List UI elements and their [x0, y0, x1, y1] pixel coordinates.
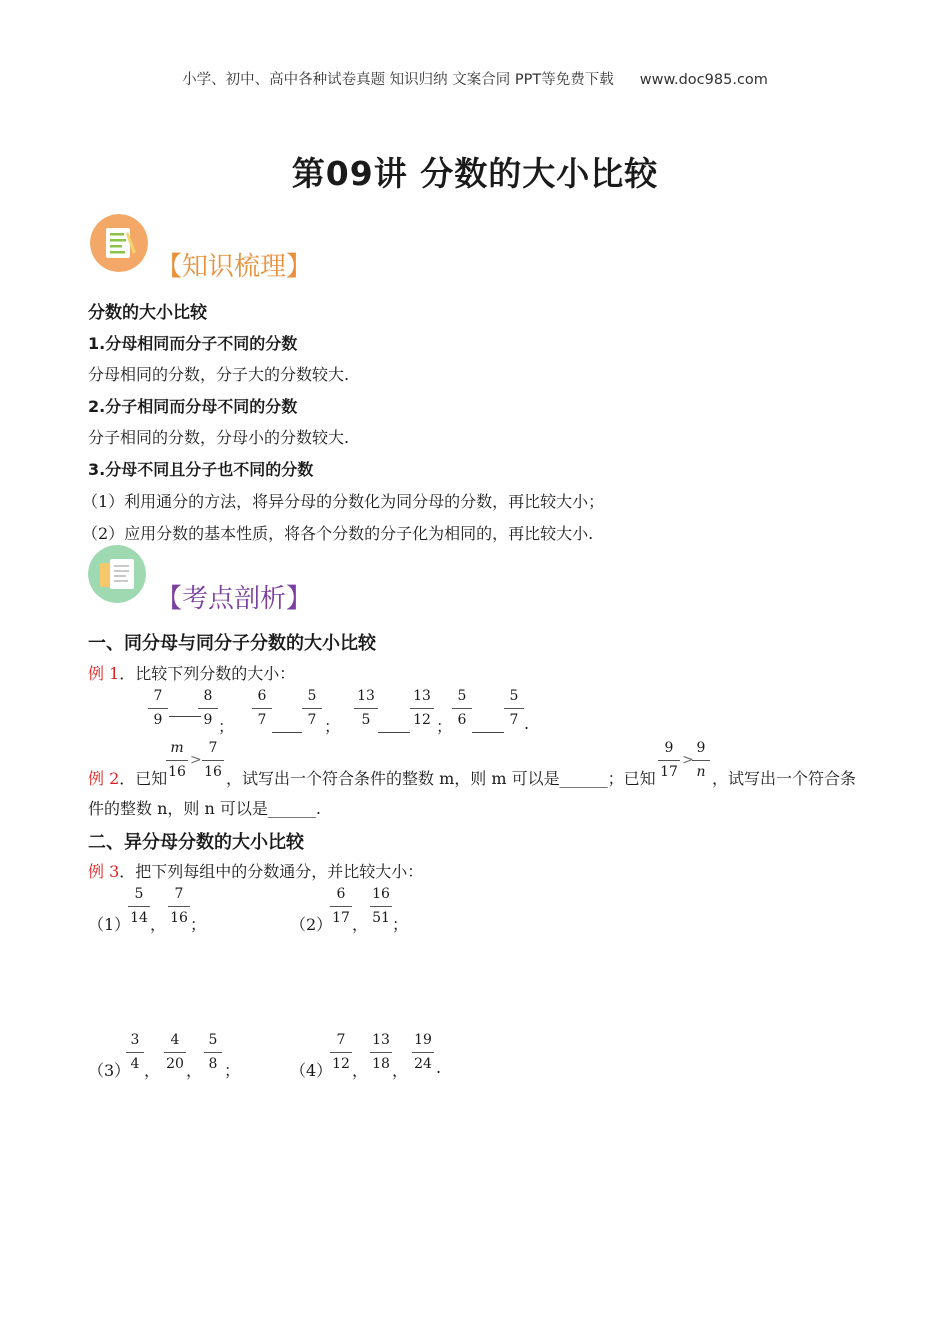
fraction: 6 7	[252, 688, 272, 728]
rule3-title: 3.分母不同且分子也不同的分数	[88, 460, 314, 479]
part2-heading: 二、异分母分数的大小比较	[88, 832, 304, 853]
example1-fractions	[146, 688, 566, 736]
answer-blank[interactable]	[272, 732, 302, 733]
section-analysis-label: 【考点剖析】	[156, 584, 313, 614]
example3-group-4	[290, 1032, 510, 1080]
example2-pre: ．已知	[119, 769, 168, 788]
answer-blank[interactable]	[472, 732, 504, 733]
fraction: 7 16	[202, 740, 224, 780]
fraction: 8 9	[198, 688, 218, 728]
example3-text: ．把下列每组中的分数通分，并比较大小：	[119, 862, 424, 881]
fraction: 19 24	[412, 1032, 434, 1072]
rule3-method-b: （2）应用分数的基本性质，将各个分数的分子化为相同的，再比较大小.	[82, 524, 594, 543]
example2-label: 例 2	[88, 769, 120, 788]
separator: ，	[186, 1061, 203, 1080]
example3-group-2	[290, 886, 490, 934]
fraction: 9 17	[658, 740, 680, 780]
separator: ；	[324, 717, 341, 736]
page-title: 第09讲 分数的大小比较	[291, 154, 659, 193]
fraction: 6 17	[330, 886, 352, 926]
header-site: www.doc985.com	[639, 72, 768, 88]
separator: .	[436, 1058, 442, 1077]
separator: ，	[144, 1061, 161, 1080]
fraction: 9 n	[692, 740, 710, 780]
example2-line	[88, 740, 908, 788]
separator: ；	[218, 717, 235, 736]
fraction: 16 51	[370, 886, 392, 926]
knowledge-heading: 分数的大小比较	[88, 303, 207, 323]
example3-group-3	[88, 1032, 288, 1080]
example1-line	[88, 661, 295, 684]
fraction: 5 8	[204, 1032, 222, 1072]
fraction: 13 18	[370, 1032, 392, 1072]
rule2-text: 分子相同的分数，分母小的分数较大.	[88, 428, 350, 447]
knowledge-icon	[90, 214, 148, 276]
separator: ；	[392, 915, 409, 934]
part1-heading: 一、同分母与同分子分数的大小比较	[88, 633, 376, 654]
rule1-text: 分母相同的分数，分子大的分数较大.	[88, 365, 350, 384]
separator: ，	[352, 915, 369, 934]
separator: ；	[224, 1061, 241, 1080]
example3-label: 例 3	[88, 862, 120, 881]
group-label: （4）	[290, 1061, 333, 1080]
group-label: （2）	[290, 915, 333, 934]
fraction: 5 14	[128, 886, 150, 926]
answer-blank[interactable]	[378, 732, 410, 733]
separator: .	[524, 714, 530, 733]
fraction: 5 7	[504, 688, 524, 728]
example2-line2: 件的整数 n，则 n 可以是______.	[88, 799, 321, 818]
fraction: 3 4	[126, 1032, 144, 1072]
group-label: （1）	[88, 915, 131, 934]
group-label: （3）	[88, 1061, 131, 1080]
fraction: 13 12	[410, 688, 434, 728]
fraction: 13 5	[354, 688, 378, 728]
example3-line	[88, 859, 423, 882]
example1-label: 例 1	[88, 664, 120, 683]
fraction: 7 9	[148, 688, 168, 728]
greater-than: >	[190, 752, 202, 768]
separator: ；	[436, 717, 453, 736]
example2-prefix	[88, 766, 167, 789]
header-text: 小学、初中、高中各种试卷真题 知识归纳 文案合同 PPT等免费下载	[182, 72, 614, 88]
fraction: 4 20	[164, 1032, 186, 1072]
separator: ，	[150, 915, 167, 934]
fraction: 5 6	[452, 688, 472, 728]
section-knowledge-label: 【知识梳理】	[156, 252, 313, 282]
example2-middle: ，试写出一个符合条件的整数 m，则 m 可以是______；已知	[226, 769, 656, 788]
rule2-title: 2.分子相同而分母不同的分数	[88, 397, 298, 416]
page-header	[0, 68, 950, 89]
example2-tail: ，试写出一个符合条	[712, 769, 857, 788]
rule3-method-a: （1）利用通分的方法，将异分母的分数化为同分母的分数，再比较大小；	[82, 492, 605, 511]
fraction: m 16	[166, 740, 188, 780]
separator: ，	[392, 1061, 409, 1080]
analysis-icon	[88, 545, 146, 607]
fraction: 7 16	[168, 886, 190, 926]
separator: ；	[190, 915, 207, 934]
example1-text: ．比较下列分数的大小：	[119, 664, 296, 683]
fraction: 5 7	[302, 688, 322, 728]
rule1-title: 1.分母相同而分子不同的分数	[88, 334, 298, 353]
separator: ，	[352, 1061, 369, 1080]
fraction: 7 12	[330, 1032, 352, 1072]
answer-blank[interactable]	[169, 716, 201, 717]
greater-than-2: >	[682, 752, 694, 768]
